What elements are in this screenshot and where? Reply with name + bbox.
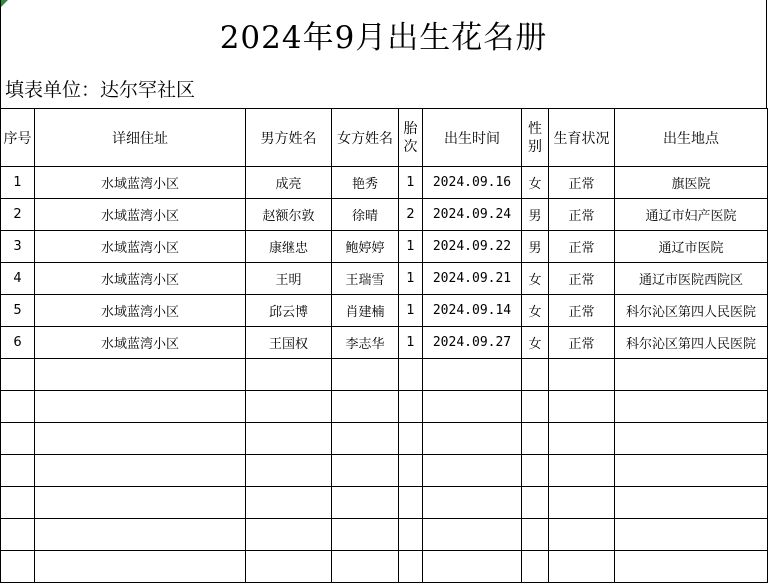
empty-cell[interactable]: [332, 519, 399, 551]
empty-cell[interactable]: [549, 487, 615, 519]
cell-birth-place[interactable]: 通辽市妇产医院: [615, 199, 768, 231]
empty-cell[interactable]: [35, 519, 246, 551]
empty-cell[interactable]: [332, 455, 399, 487]
empty-cell[interactable]: [246, 423, 332, 455]
empty-cell[interactable]: [246, 519, 332, 551]
cell-gender[interactable]: 女: [522, 167, 549, 199]
empty-cell[interactable]: [615, 423, 768, 455]
empty-cell[interactable]: [1, 359, 35, 391]
cell-birth-place[interactable]: 通辽市医院西院区: [615, 263, 768, 295]
unit-label[interactable]: 填表单位：达尔罕社区: [5, 79, 196, 101]
cell-index[interactable]: 6: [1, 327, 35, 359]
empty-cell[interactable]: [1, 391, 35, 423]
empty-cell[interactable]: [522, 455, 549, 487]
empty-cell[interactable]: [423, 391, 522, 423]
unit-row: [0, 66, 767, 108]
empty-cell[interactable]: [423, 487, 522, 519]
empty-cell[interactable]: [549, 391, 615, 423]
empty-table-row: [1, 519, 768, 551]
cell-mother[interactable]: 肖建楠: [332, 295, 399, 327]
empty-cell[interactable]: [522, 423, 549, 455]
empty-cell[interactable]: [1, 551, 35, 583]
cell-parity[interactable]: 1: [399, 327, 423, 359]
cell-parity[interactable]: 1: [399, 263, 423, 295]
cell-birth-time[interactable]: 2024.09.22: [423, 231, 522, 263]
empty-cell[interactable]: [1, 487, 35, 519]
empty-cell[interactable]: [246, 391, 332, 423]
header-row: [1, 109, 768, 167]
table-row: [1, 295, 768, 327]
col-header-parity[interactable]: [399, 109, 423, 167]
col-header-gender-line2: 别: [528, 138, 542, 155]
empty-cell[interactable]: [1, 455, 35, 487]
cell-gender[interactable]: 男: [522, 199, 549, 231]
cell-address[interactable]: 水域蓝湾小区: [35, 199, 246, 231]
empty-cell[interactable]: [35, 391, 246, 423]
col-header-gender-line1: 性: [528, 120, 542, 137]
table-row: [1, 167, 768, 199]
cell-index[interactable]: 1: [1, 167, 35, 199]
col-header-index[interactable]: 序号: [1, 109, 35, 167]
sheet-title[interactable]: 2024年9月出生花名册: [219, 20, 548, 56]
empty-cell[interactable]: [615, 519, 768, 551]
cell-birth-status[interactable]: 正常: [549, 263, 615, 295]
table-row: [1, 327, 768, 359]
empty-cell[interactable]: [549, 455, 615, 487]
col-header-mother[interactable]: 女方姓名: [332, 109, 399, 167]
cell-birth-time[interactable]: 2024.09.16: [423, 167, 522, 199]
cell-father[interactable]: 王国权: [246, 327, 332, 359]
empty-cell[interactable]: [423, 519, 522, 551]
cell-address[interactable]: 水域蓝湾小区: [35, 231, 246, 263]
cell-parity[interactable]: 1: [399, 295, 423, 327]
cell-index[interactable]: 2: [1, 199, 35, 231]
col-header-birth-place[interactable]: 出生地点: [615, 109, 768, 167]
cell-father[interactable]: 赵额尔敦: [246, 199, 332, 231]
cell-father[interactable]: 王明: [246, 263, 332, 295]
empty-cell[interactable]: [399, 423, 423, 455]
empty-cell[interactable]: [399, 391, 423, 423]
empty-cell[interactable]: [522, 391, 549, 423]
cell-index[interactable]: 4: [1, 263, 35, 295]
cell-father[interactable]: 邱云博: [246, 295, 332, 327]
cell-birth-time[interactable]: 2024.09.14: [423, 295, 522, 327]
cell-father[interactable]: 成亮: [246, 167, 332, 199]
empty-cell[interactable]: [615, 455, 768, 487]
empty-cell[interactable]: [246, 359, 332, 391]
empty-cell[interactable]: [615, 551, 768, 583]
col-header-father[interactable]: 男方姓名: [246, 109, 332, 167]
empty-cell[interactable]: [399, 487, 423, 519]
empty-cell[interactable]: [522, 487, 549, 519]
cell-father[interactable]: 康继忠: [246, 231, 332, 263]
cell-index[interactable]: 3: [1, 231, 35, 263]
empty-cell[interactable]: [549, 519, 615, 551]
cell-birth-status[interactable]: 正常: [549, 167, 615, 199]
empty-cell[interactable]: [246, 487, 332, 519]
empty-cell[interactable]: [35, 487, 246, 519]
cell-address[interactable]: 水域蓝湾小区: [35, 167, 246, 199]
cell-birth-status[interactable]: 正常: [549, 327, 615, 359]
cell-parity[interactable]: 1: [399, 167, 423, 199]
empty-cell[interactable]: [423, 551, 522, 583]
cell-parity[interactable]: 2: [399, 199, 423, 231]
col-header-birth-time[interactable]: 出生时间: [423, 109, 522, 167]
cell-mother[interactable]: 李志华: [332, 327, 399, 359]
empty-table-row: [1, 455, 768, 487]
empty-table-row: [1, 551, 768, 583]
birth-roster-table: [0, 108, 768, 583]
cell-birth-status[interactable]: 正常: [549, 231, 615, 263]
empty-cell[interactable]: [35, 423, 246, 455]
table-row: [1, 199, 768, 231]
cell-address[interactable]: 水域蓝湾小区: [35, 263, 246, 295]
empty-rows: [1, 359, 768, 583]
col-header-parity-line1: 胎: [403, 120, 418, 137]
cell-mother[interactable]: 王瑞雪: [332, 263, 399, 295]
cell-birth-status[interactable]: 正常: [549, 199, 615, 231]
cell-birth-place[interactable]: 科尔沁区第四人民医院: [615, 327, 768, 359]
cell-birth-time[interactable]: 2024.09.21: [423, 263, 522, 295]
empty-cell[interactable]: [549, 359, 615, 391]
empty-cell[interactable]: [522, 519, 549, 551]
table-row: [1, 231, 768, 263]
empty-table-row: [1, 359, 768, 391]
empty-cell[interactable]: [246, 551, 332, 583]
empty-cell[interactable]: [399, 551, 423, 583]
empty-cell[interactable]: [1, 519, 35, 551]
empty-cell[interactable]: [332, 391, 399, 423]
col-header-birth-status[interactable]: 生育状况: [549, 109, 615, 167]
empty-cell[interactable]: [423, 359, 522, 391]
empty-cell[interactable]: [1, 423, 35, 455]
empty-cell[interactable]: [549, 551, 615, 583]
col-header-address[interactable]: 详细住址: [35, 109, 246, 167]
empty-cell[interactable]: [423, 423, 522, 455]
empty-cell[interactable]: [399, 455, 423, 487]
empty-cell[interactable]: [615, 487, 768, 519]
cell-birth-place[interactable]: 通辽市医院: [615, 231, 768, 263]
cell-gender[interactable]: 女: [522, 295, 549, 327]
empty-cell[interactable]: [332, 359, 399, 391]
empty-cell[interactable]: [615, 391, 768, 423]
empty-cell[interactable]: [332, 487, 399, 519]
empty-cell[interactable]: [522, 359, 549, 391]
empty-cell[interactable]: [332, 423, 399, 455]
empty-table-row: [1, 423, 768, 455]
empty-cell[interactable]: [522, 551, 549, 583]
cell-birth-place[interactable]: 旗医院: [615, 167, 768, 199]
cell-mother[interactable]: 鲍婷婷: [332, 231, 399, 263]
col-header-parity-line2: 次: [403, 138, 418, 155]
empty-cell[interactable]: [246, 455, 332, 487]
cell-gender[interactable]: 男: [522, 231, 549, 263]
empty-table-row: [1, 487, 768, 519]
cell-birth-time[interactable]: 2024.09.24: [423, 199, 522, 231]
cell-address[interactable]: 水域蓝湾小区: [35, 295, 246, 327]
cell-mother[interactable]: 艳秀: [332, 167, 399, 199]
empty-table-row: [1, 391, 768, 423]
cell-index[interactable]: 5: [1, 295, 35, 327]
empty-cell[interactable]: [399, 359, 423, 391]
cell-birth-time[interactable]: 2024.09.27: [423, 327, 522, 359]
empty-cell[interactable]: [35, 359, 246, 391]
cell-mother[interactable]: 徐晴: [332, 199, 399, 231]
empty-cell[interactable]: [332, 551, 399, 583]
empty-cell[interactable]: [615, 359, 768, 391]
cell-address[interactable]: 水域蓝湾小区: [35, 327, 246, 359]
empty-cell[interactable]: [35, 551, 246, 583]
cell-birth-place[interactable]: 科尔沁区第四人民医院: [615, 295, 768, 327]
empty-cell[interactable]: [399, 519, 423, 551]
table-row: [1, 263, 768, 295]
cell-birth-status[interactable]: 正常: [549, 295, 615, 327]
cell-parity[interactable]: 1: [399, 231, 423, 263]
empty-cell[interactable]: [549, 423, 615, 455]
empty-cell[interactable]: [423, 455, 522, 487]
empty-cell[interactable]: [35, 455, 246, 487]
title-row: [0, 0, 767, 66]
cell-gender[interactable]: 女: [522, 263, 549, 295]
col-header-gender[interactable]: [522, 109, 549, 167]
cell-gender[interactable]: 女: [522, 327, 549, 359]
